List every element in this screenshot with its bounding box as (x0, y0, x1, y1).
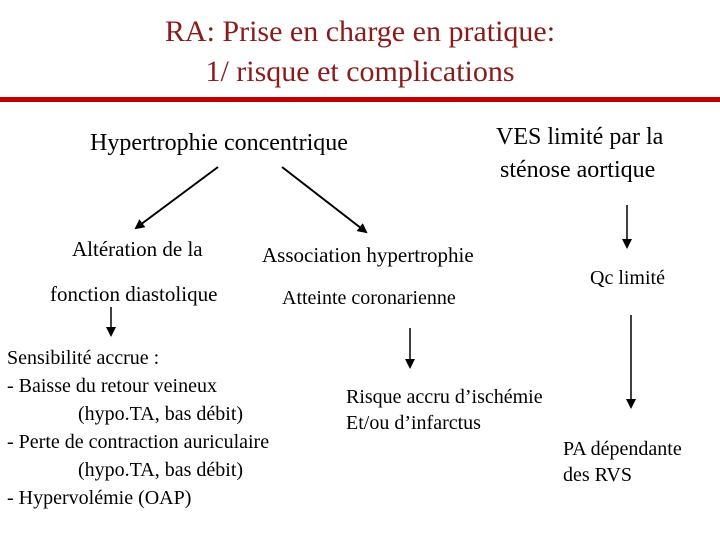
sensitivity-line-6: - Hypervolémie (OAP) (7, 487, 192, 509)
pa-node-line-2: des RVS (563, 464, 632, 486)
ves-node-line-2: sténose aortique (500, 157, 656, 183)
risk-node-line-1: Risque accru d’ischémie (346, 386, 543, 408)
arrow-hypertrophy-to-alteration (136, 167, 218, 228)
qc-node: Qc limité (590, 267, 665, 289)
sensitivity-line-2: - Baisse du retour veineux (7, 375, 217, 397)
ves-node-line-1: VES limité par la (496, 124, 664, 150)
sensitivity-line-1: Sensibilité accrue : (7, 347, 160, 369)
title-line-2: 1/ risque et complications (205, 55, 515, 88)
sensitivity-line-4: - Perte de contraction auriculaire (7, 431, 270, 453)
association-node-line-1: Association hypertrophie (262, 243, 474, 267)
hypertrophy-node: Hypertrophie concentrique (90, 130, 348, 156)
alteration-node-line-1: Altération de la (72, 237, 203, 261)
title-line-1: RA: Prise en charge en pratique: (164, 15, 556, 48)
risk-node-line-2: Et/ou d’infarctus (346, 412, 481, 434)
sensitivity-line-5: (hypo.TA, bas débit) (78, 459, 244, 481)
association-node-line-2: Atteinte coronarienne (282, 287, 456, 309)
pa-node-line-1: PA dépendante (563, 438, 682, 460)
arrow-hypertrophy-to-association (282, 167, 366, 232)
sensitivity-line-3: (hypo.TA, bas débit) (78, 403, 244, 425)
alteration-node-line-2: fonction diastolique (50, 282, 218, 306)
